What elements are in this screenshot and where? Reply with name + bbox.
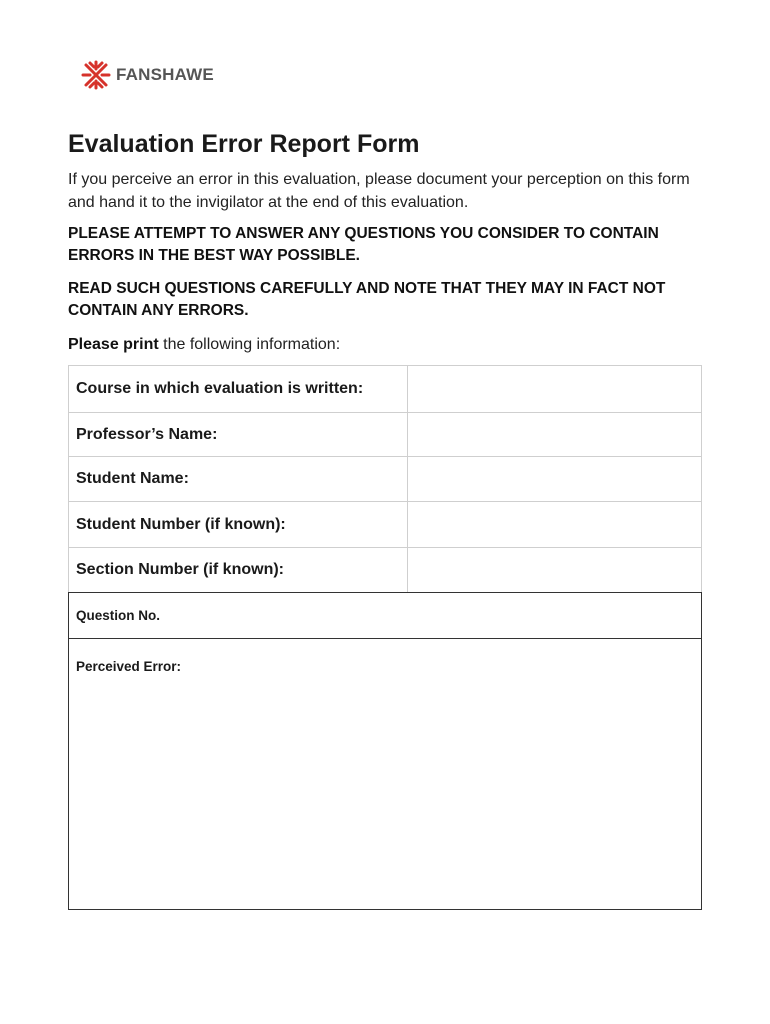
- student-number-field[interactable]: [408, 502, 702, 548]
- logo-text: FANSHAWE: [116, 65, 214, 84]
- intro-text: If you perceive an error in this evaluation, please document your perception on this form and hand it to the invigilator at the end of this evaluation.: [68, 171, 690, 211]
- print-instruction-rest: the following information:: [158, 336, 341, 353]
- student-number-label: Student Number (if known):: [69, 502, 408, 548]
- notice-read-carefully: READ SUCH QUESTIONS CAREFULLY AND NOTE THAT THEY MAY IN FACT NOT CONTAIN ANY ERRORS.: [68, 280, 666, 319]
- section-number-field[interactable]: [408, 548, 702, 593]
- print-instruction: [68, 333, 340, 356]
- table-row: [69, 366, 702, 413]
- table-row: [69, 548, 702, 593]
- question-number-label: Question No.: [76, 608, 160, 623]
- print-instruction-bold: Please print: [68, 336, 159, 353]
- course-field[interactable]: [408, 366, 702, 413]
- course-label: Course in which evaluation is written:: [69, 366, 408, 413]
- form-title: Evaluation Error Report Form: [68, 130, 420, 158]
- student-name-field[interactable]: [408, 457, 702, 502]
- student-name-label: Student Name:: [69, 457, 408, 502]
- error-report-box: [68, 592, 702, 910]
- question-number-field[interactable]: [69, 593, 701, 639]
- section-number-label: Section Number (if known):: [69, 548, 408, 593]
- fanshawe-logo: [80, 58, 214, 92]
- perceived-error-label: Perceived Error:: [76, 659, 182, 674]
- student-info-table: [68, 365, 702, 593]
- fanshawe-logo-icon: [80, 59, 112, 91]
- perceived-error-field[interactable]: [69, 639, 701, 674]
- table-row: [69, 457, 702, 502]
- notice-attempt: PLEASE ATTEMPT TO ANSWER ANY QUESTIONS YOU CONSIDER TO CONTAIN ERRORS IN THE BEST WAY POSSIBLE.: [68, 225, 659, 264]
- professor-name-field[interactable]: [408, 413, 702, 457]
- table-row: [69, 413, 702, 457]
- table-row: [69, 502, 702, 548]
- professor-name-label: Professor’s Name:: [69, 413, 408, 457]
